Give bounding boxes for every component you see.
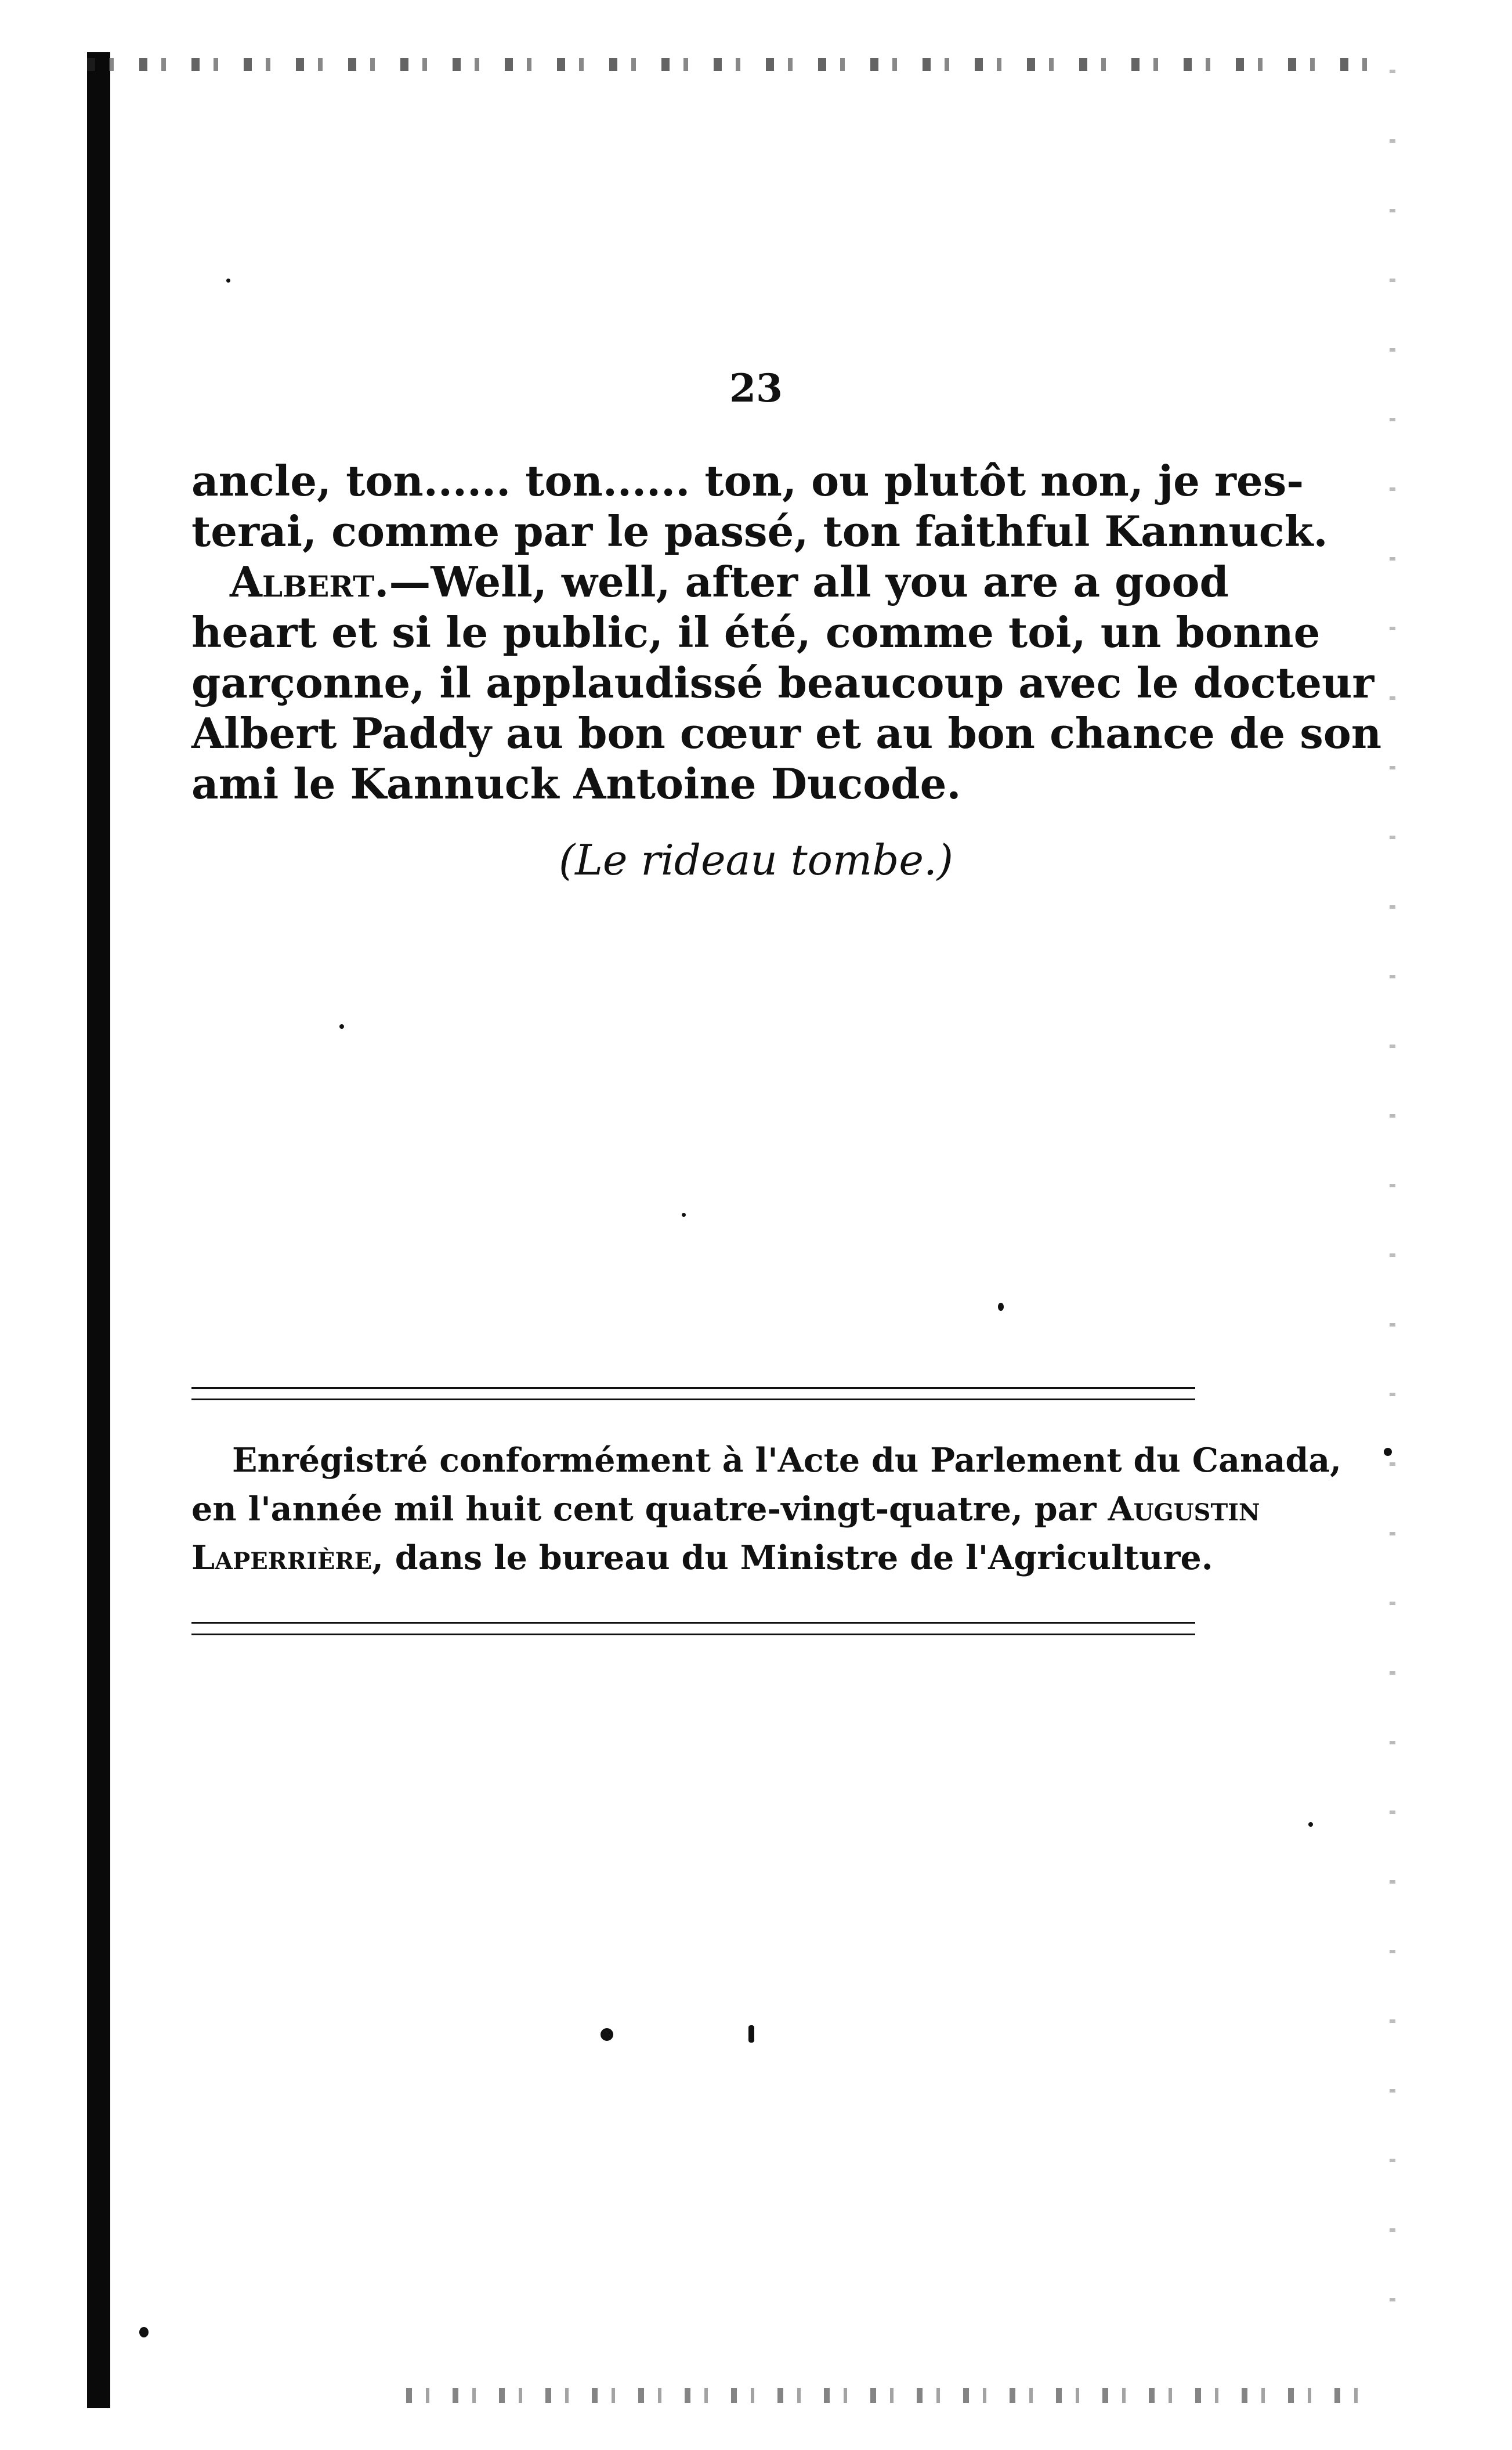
- stage-direction: (Le rideau tombe.): [559, 836, 953, 884]
- ink-speck: [682, 1213, 686, 1217]
- bottom-edge-noise: [406, 2388, 1363, 2403]
- ink-speck: [226, 279, 230, 283]
- notice-text: dans le bureau du Ministre de l'Agriculture.: [383, 1538, 1213, 1577]
- divider-bottom-thin: [191, 1634, 1195, 1635]
- divider-bottom-thin: [191, 1622, 1195, 1624]
- text-line: heart et si le public, il été, comme toi, un bonne: [191, 608, 1321, 657]
- notice-text: en l'année mil huit cent quatre-vingt-quatre, par: [191, 1490, 1097, 1528]
- notice-line: [191, 1485, 1260, 1534]
- author-last-name: Laperrière,: [191, 1538, 384, 1577]
- notice-line: Enrégistré conformément à l'Acte du Parlement du Canada,: [232, 1441, 1342, 1480]
- text-line: ancle, ton...... ton...... ton, ou plutôt non, je res-: [191, 456, 1304, 505]
- speaker-text: —Well, well, after all you are a good: [389, 557, 1229, 606]
- text-line: garçonne, il applaudissé beaucoup avec le docteur: [191, 658, 1374, 707]
- ink-speck: [1308, 1822, 1313, 1827]
- page-number: 23: [729, 366, 783, 411]
- text-line: ami le Kannuck Antoine Ducode.: [191, 759, 961, 808]
- dialogue-text: [191, 456, 1382, 809]
- ink-speck: [601, 2028, 613, 2041]
- ink-speck: [1384, 1448, 1392, 1456]
- ink-speck: [139, 2327, 149, 2337]
- divider-top-thick: [191, 1387, 1195, 1389]
- copyright-notice: [191, 1436, 1342, 1582]
- speaker-name: Albert.: [230, 557, 389, 606]
- text-line: terai, comme par le passé, ton faithful Kannuck.: [191, 507, 1328, 556]
- ink-speck: [748, 2025, 754, 2043]
- author-first-name: Augustin: [1108, 1490, 1260, 1528]
- top-edge-noise: [87, 58, 1387, 71]
- ink-speck: [339, 1024, 344, 1029]
- notice-line: [191, 1534, 1213, 1582]
- speaker-line: [191, 557, 1229, 607]
- ink-speck: [998, 1303, 1004, 1311]
- text-line: Albert Paddy au bon cœur et au bon chance de son: [191, 709, 1382, 758]
- divider-top-thin: [191, 1399, 1195, 1400]
